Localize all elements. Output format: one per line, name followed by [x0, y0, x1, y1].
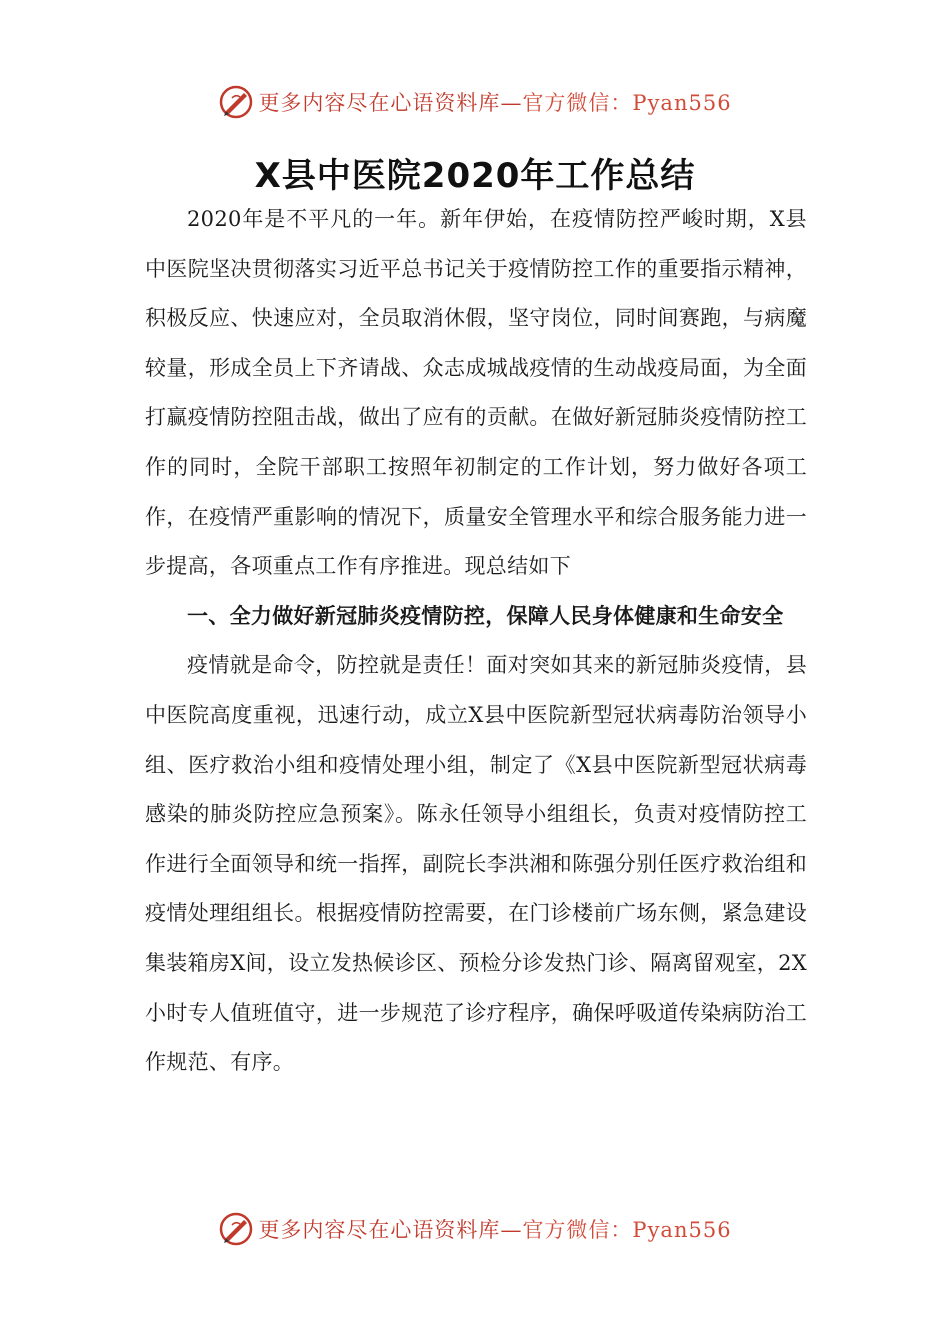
document-body: [145, 195, 807, 1088]
document-title: X县中医院2020年工作总结: [254, 156, 696, 196]
header-banner-dash: —: [500, 91, 523, 115]
footer-banner-text: 更多内容尽在心语资料库: [258, 1218, 501, 1242]
section-1-paragraph: 疫情就是命令，防控就是责任！面对突如其来的新冠肺炎疫情，县中医院高度重视，迅速行动，成立X县中医院新型冠状病毒防治领导小组、医疗救治小组和疫情处理小组，制定了《X县中医院新型冠状病毒感染的肺炎防控应急预案》。陈永任领导小组组长，负责对疫情防控工作进行全面领导和统一指挥，副院长李洪湘和陈强分别任医疗救治组和疫情处理组组长。根据疫情防控需要，在门诊楼前广场东侧，紧急建设集装箱房X间，设立发热候诊区、预检分诊发热门诊、隔离留观室，2X小时专人值班值守，进一步规范了诊疗程序，确保呼吸道传染病防治工作规范、有序。: [145, 653, 807, 1075]
header-watermark-banner: [0, 82, 950, 122]
footer-watermark-banner: [0, 1209, 950, 1249]
header-banner-text: 更多内容尽在心语资料库: [258, 91, 501, 115]
pen-logo-icon: [218, 84, 254, 120]
header-banner-contact: 官方微信：Pyan556: [522, 91, 732, 115]
intro-paragraph: 2020年是不平凡的一年。新年伊始，在疫情防控严峻时期，X县中医院坚决贯彻落实习近平总书记关于疫情防控工作的重要指示精神，积极反应、快速应对，全员取消休假，坚守岗位，同时间赛跑，与病魔较量，形成全员上下齐请战、众志成城战疫情的生动战疫局面，为全面打赢疫情防控阻击战，做出了应有的贡献。在做好新冠肺炎疫情防控工作的同时，全院干部职工按照年初制定的工作计划，努力做好各项工作，在疫情严重影响的情况下，质量安全管理水平和综合服务能力进一步提高，各项重点工作有序推进。现总结如下: [145, 207, 807, 579]
footer-banner-dash: —: [500, 1218, 523, 1242]
footer-banner-contact: 官方微信：Pyan556: [522, 1218, 732, 1242]
section-1-heading: 一、全力做好新冠肺炎疫情防控，保障人民身体健康和生命安全: [187, 603, 784, 628]
pen-logo-icon: [218, 1211, 254, 1247]
